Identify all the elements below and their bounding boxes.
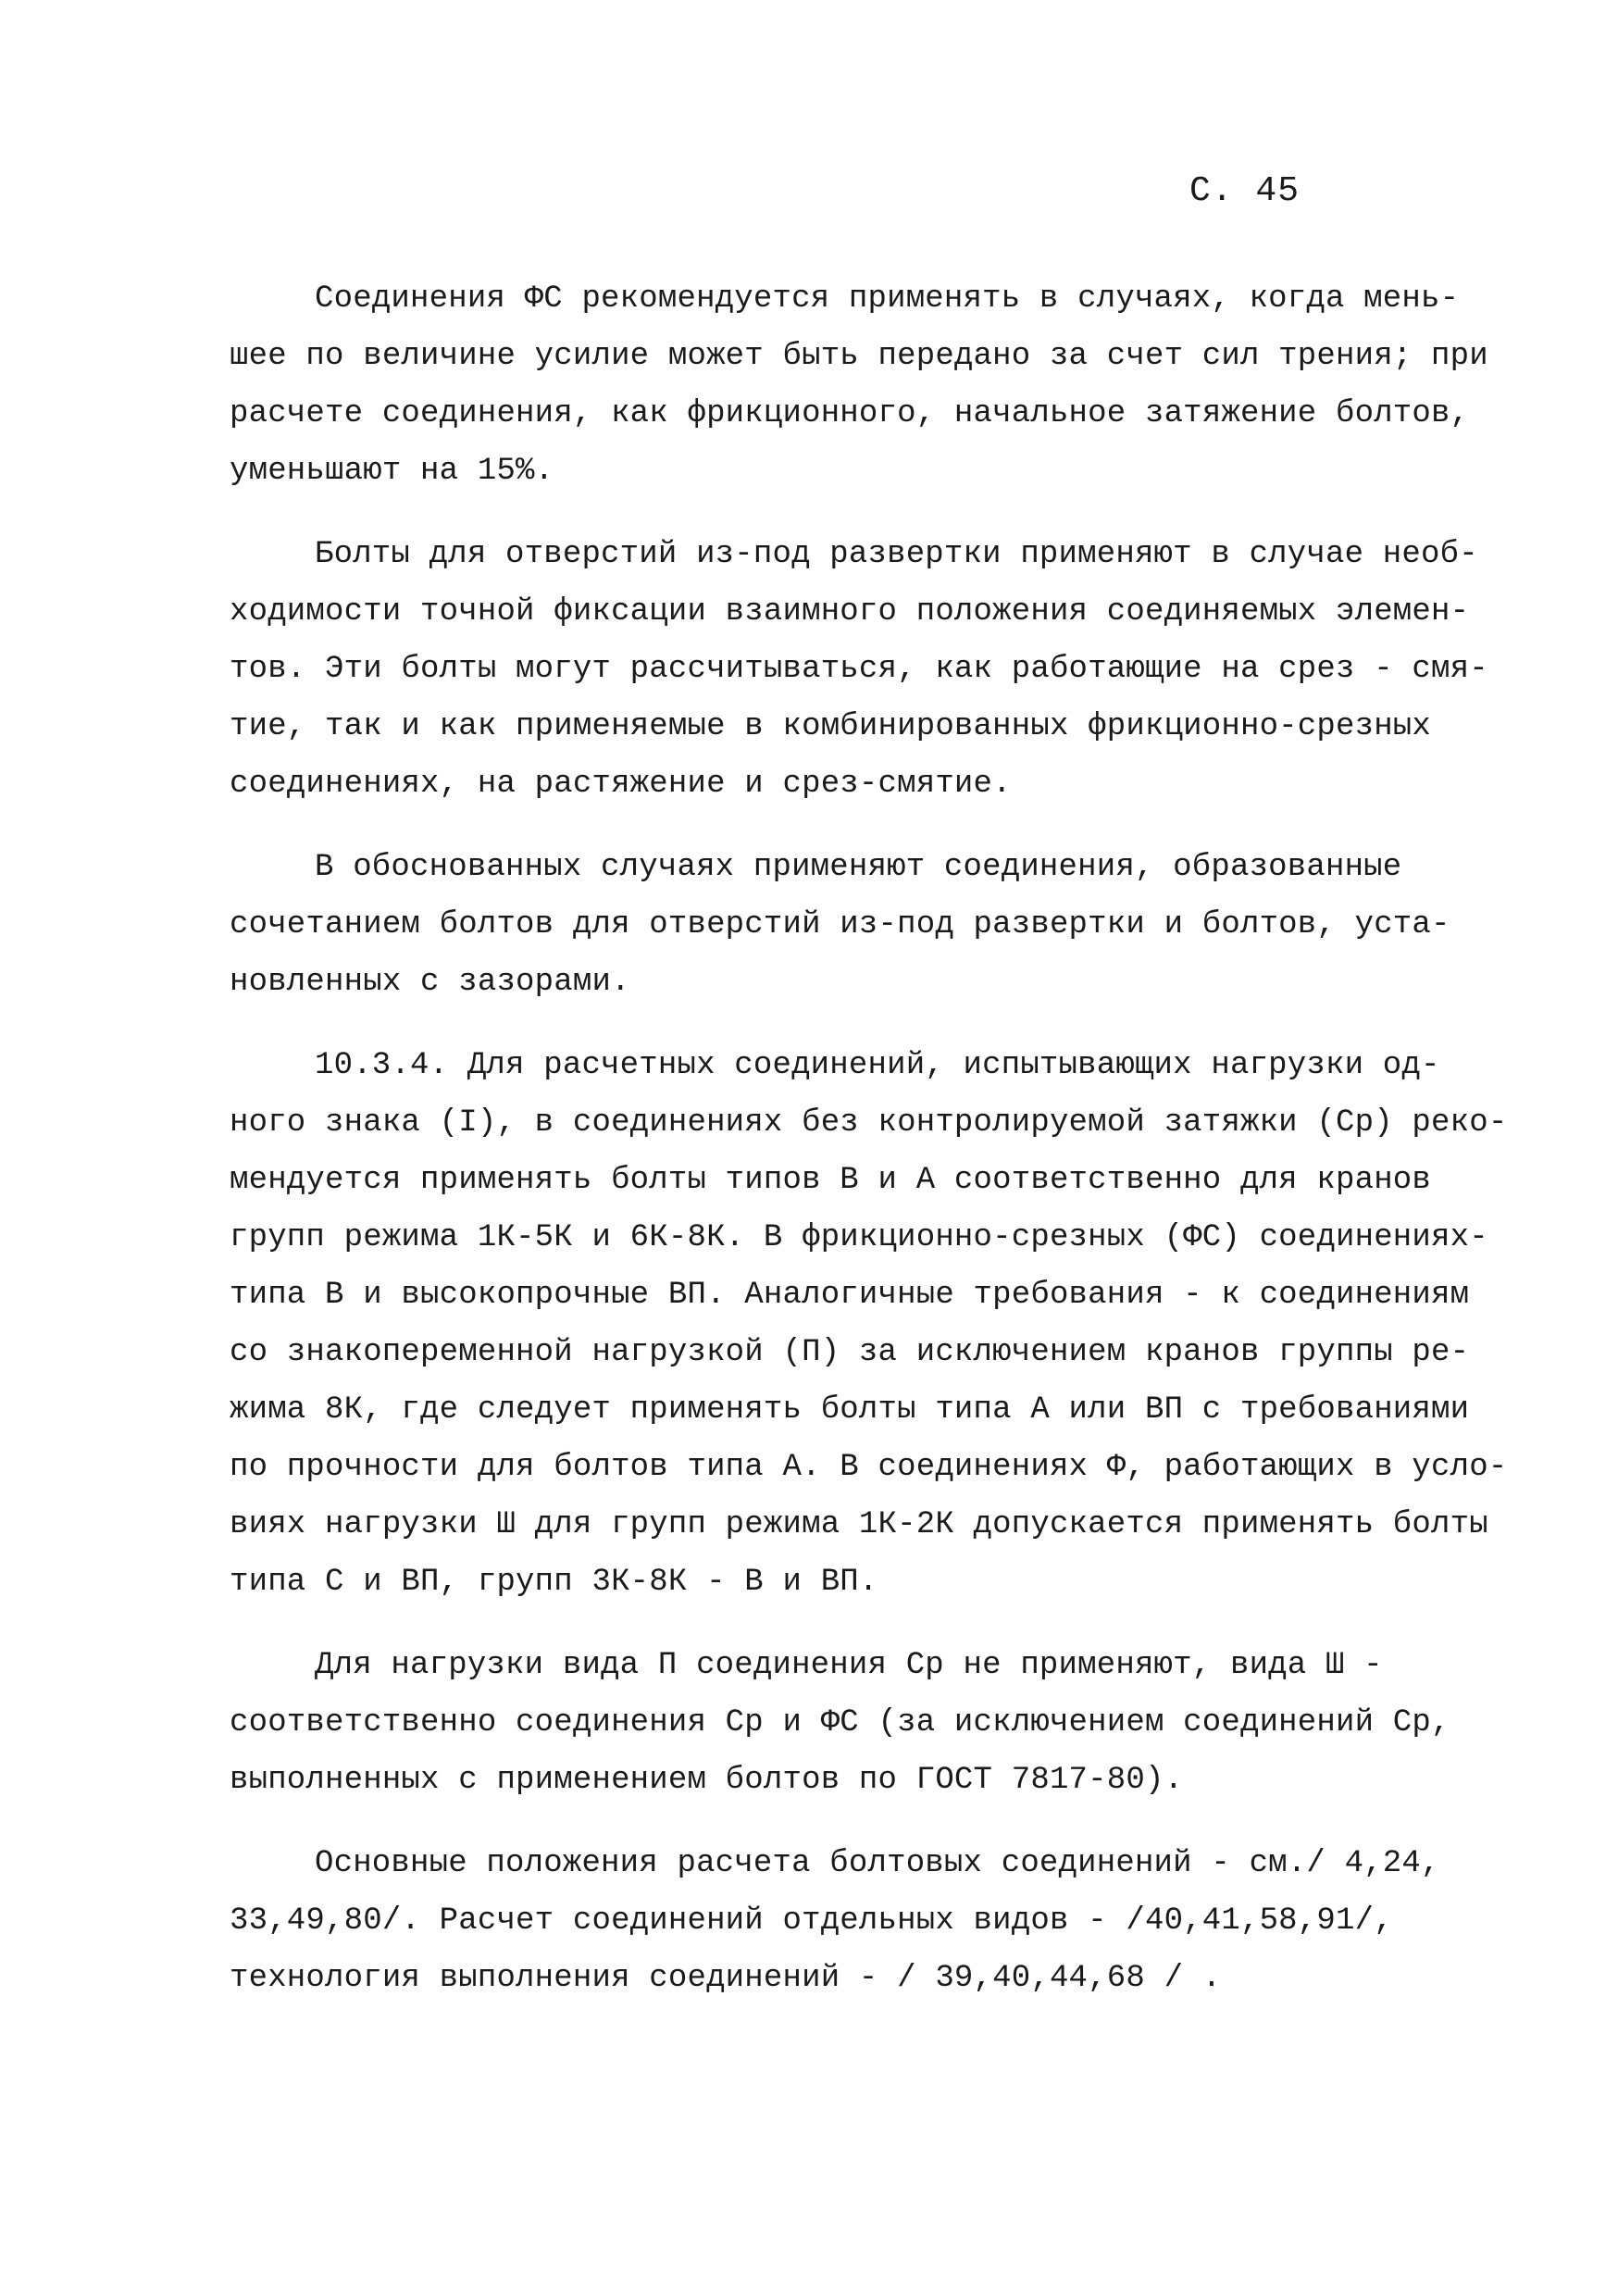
paragraph <box>230 526 1488 813</box>
text-line: выполненных с применением болтов по ГОСТ 7817-80). <box>230 1763 1184 1798</box>
text-line: тов. Эти болты могут рассчитываться, как работающие на срез - смя- <box>230 652 1488 687</box>
text-line: новленных с зазорами. <box>230 965 630 1000</box>
paragraph <box>230 1637 1450 1809</box>
text-line: со знакопеременной нагрузкой (П) за исключением кранов группы ре- <box>230 1335 1470 1370</box>
text-line: уменьшают на 15%. <box>230 454 554 489</box>
text-line: групп режима 1К-5К и 6К-8К. В фрикционно-срезных (ФС) соединениях- <box>230 1220 1488 1255</box>
document-body <box>230 270 1508 2033</box>
text-line: мендуется применять болты типов В и А соответственно для кранов <box>230 1163 1432 1198</box>
text-line: виях нагрузки Ш для групп режима 1К-2К допускается применять болты <box>230 1507 1488 1542</box>
text-line: соответственно соединения Ср и ФС (за исключением соединений Ср, <box>230 1705 1450 1741</box>
text-line: Болты для отверстий из-под развертки применяют в случае необ- <box>315 537 1478 572</box>
text-line: соединениях, на растяжение и срез-смятие. <box>230 767 1012 802</box>
text-line: Основные положения расчета болтовых соединений - см./ 4,24, <box>315 1846 1440 1881</box>
text-line: жима 8К, где следует применять болты типа А или ВП с требованиями <box>230 1392 1470 1428</box>
page-number: С. 45 <box>1189 171 1301 211</box>
text-line: Для нагрузки вида П соединения Ср не применяют, вида Ш - <box>315 1648 1383 1683</box>
text-line: шее по величине усилие может быть передано за счет сил трения; при <box>230 339 1488 374</box>
text-line: ного знака (I), в соединениях без контролируемой затяжки (Ср) реко- <box>230 1105 1508 1141</box>
text-line: 10.3.4. Для расчетных соединений, испытывающих нагрузки од- <box>315 1048 1440 1083</box>
text-line: Соединения ФС рекомендуется применять в случаях, когда мень- <box>315 281 1460 317</box>
paragraph <box>230 1037 1508 1611</box>
paragraph <box>230 1835 1440 2007</box>
paragraph <box>230 270 1488 500</box>
text-line: расчете соединения, как фрикционного, начальное затяжение болтов, <box>230 396 1470 431</box>
text-line: 33,49,80/. Расчет соединений отдельных видов - /40,41,58,91/, <box>230 1903 1393 1939</box>
text-line: В обоснованных случаях применяют соединения, образованные <box>315 850 1402 885</box>
text-line: сочетанием болтов для отверстий из-под развертки и болтов, уста- <box>230 907 1450 942</box>
text-line: типа В и высокопрочные ВП. Аналогичные требования - к соединениям <box>230 1278 1470 1313</box>
text-line: ходимости точной фиксации взаимного положения соединяемых элемен- <box>230 594 1470 630</box>
paragraph <box>230 839 1450 1011</box>
text-line: типа С и ВП, групп 3К-8К - В и ВП. <box>230 1565 878 1600</box>
text-line: тие, так и как применяемые в комбинированных фрикционно-срезных <box>230 709 1432 744</box>
text-line: технология выполнения соединений - / 39,40,44,68 / . <box>230 1961 1222 1996</box>
text-line: по прочности для болтов типа А. В соединениях Ф, работающих в усло- <box>230 1450 1508 1485</box>
